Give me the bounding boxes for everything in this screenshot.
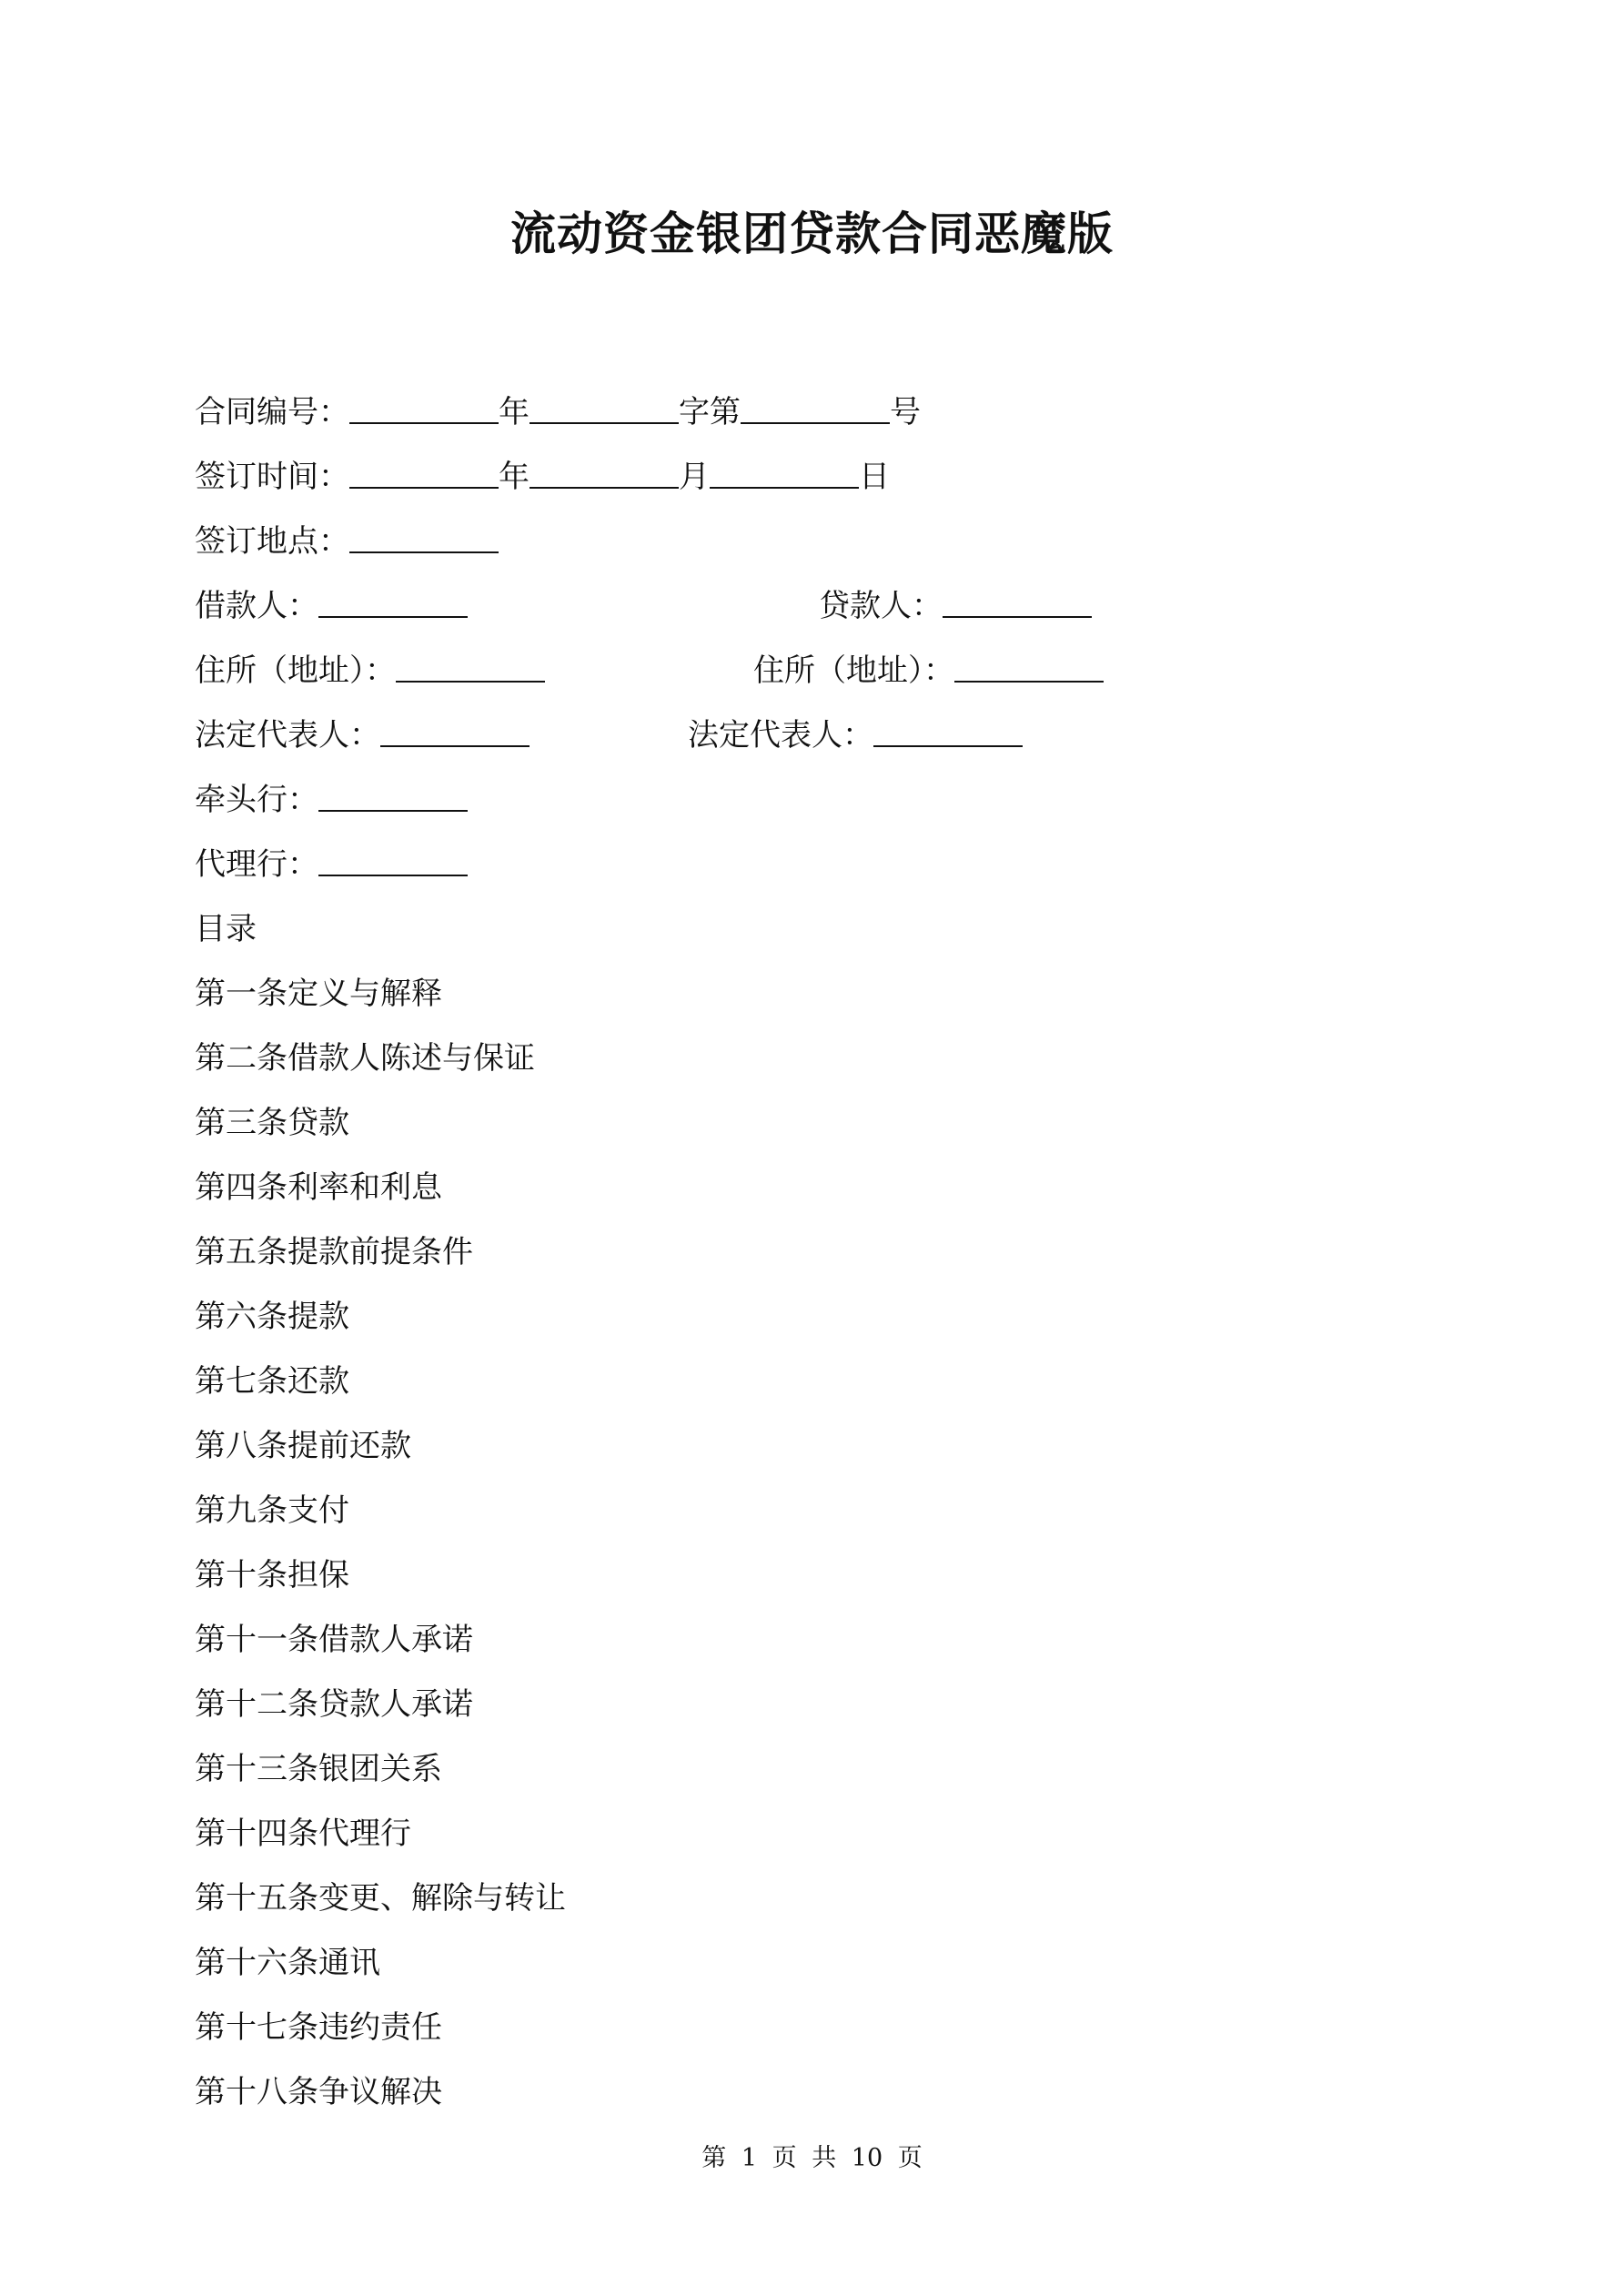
lender-rep-field xyxy=(688,703,1023,768)
lender-address-field xyxy=(753,639,1104,703)
toc-item: 第三条贷款 xyxy=(195,1105,349,1141)
document-body xyxy=(195,380,1468,2125)
year-label: 年 xyxy=(499,394,530,430)
toc-item: 第十五条变更、解除与转让 xyxy=(195,1880,566,1917)
page-footer: 第 1 页 共 10 页 xyxy=(701,2144,923,2172)
year-label: 年 xyxy=(499,459,530,495)
sign-place-line xyxy=(195,510,1468,574)
toc-item: 第九条支付 xyxy=(195,1492,349,1529)
agent-bank-label: 代理行： xyxy=(195,846,318,883)
toc-item: 第十四条代理行 xyxy=(195,1816,411,1852)
toc-item: 第一条定义与解释 xyxy=(195,976,442,1012)
address-line xyxy=(195,639,1468,703)
toc-item: 第二条借款人陈述与保证 xyxy=(195,1040,535,1077)
lender-field xyxy=(819,574,1092,639)
lender-label: 贷款人： xyxy=(819,588,943,624)
blank-field xyxy=(318,777,468,812)
lead-bank-line xyxy=(195,768,1468,833)
lead-bank-label: 牵头行： xyxy=(195,782,318,818)
blank-field xyxy=(710,454,859,489)
toc-heading: 目录 xyxy=(195,911,257,947)
toc-item: 第六条提款 xyxy=(195,1299,349,1335)
zi-di-label: 字第 xyxy=(679,394,741,430)
lender-rep-label: 法定代表人： xyxy=(688,717,873,754)
borrower-label: 借款人： xyxy=(195,588,318,624)
toc-item: 第十三条银团关系 xyxy=(195,1751,442,1787)
borrower-lender-line xyxy=(195,574,1468,639)
month-label: 月 xyxy=(679,459,710,495)
blank-field xyxy=(380,713,530,747)
blank-field xyxy=(349,389,499,424)
toc-item: 第八条提前还款 xyxy=(195,1428,411,1464)
blank-field xyxy=(530,389,679,424)
sign-place-label: 签订地点： xyxy=(195,523,349,560)
blank-field xyxy=(530,454,679,489)
day-label: 日 xyxy=(859,459,890,495)
toc-item: 第十六条通讯 xyxy=(195,1945,380,1981)
agent-bank-line xyxy=(195,833,1468,897)
blank-field xyxy=(943,583,1092,618)
sign-time-label: 签订时间： xyxy=(195,459,349,495)
sign-time-line xyxy=(195,445,1468,510)
hao-label: 号 xyxy=(890,394,921,430)
borrower-rep-label: 法定代表人： xyxy=(195,717,380,754)
blank-field xyxy=(349,454,499,489)
blank-field xyxy=(318,842,468,876)
blank-field xyxy=(954,648,1104,683)
contract-number-line xyxy=(195,380,1468,445)
blank-field xyxy=(873,713,1023,747)
toc-item: 第十一条借款人承诺 xyxy=(195,1622,473,1658)
toc-item: 第七条还款 xyxy=(195,1363,349,1400)
lender-address-label: 住所（地址）： xyxy=(753,652,954,689)
toc-item: 第十条担保 xyxy=(195,1557,349,1593)
representative-line xyxy=(195,703,1468,768)
blank-field xyxy=(741,389,890,424)
document-title: 流动资金银团贷款合同恶魔版 xyxy=(510,207,1114,260)
toc-item: 第十二条贷款人承诺 xyxy=(195,1686,473,1723)
toc-item: 第十八条争议解决 xyxy=(195,2074,442,2110)
blank-field xyxy=(349,519,499,553)
blank-field xyxy=(396,648,545,683)
borrower-address-label: 住所（地址）： xyxy=(195,652,396,689)
toc-item: 第十七条违约责任 xyxy=(195,2009,442,2046)
contract-number-label: 合同编号： xyxy=(195,394,349,430)
blank-field xyxy=(318,583,468,618)
toc-item: 第五条提款前提条件 xyxy=(195,1234,473,1270)
toc-item: 第四条利率和利息 xyxy=(195,1169,442,1206)
